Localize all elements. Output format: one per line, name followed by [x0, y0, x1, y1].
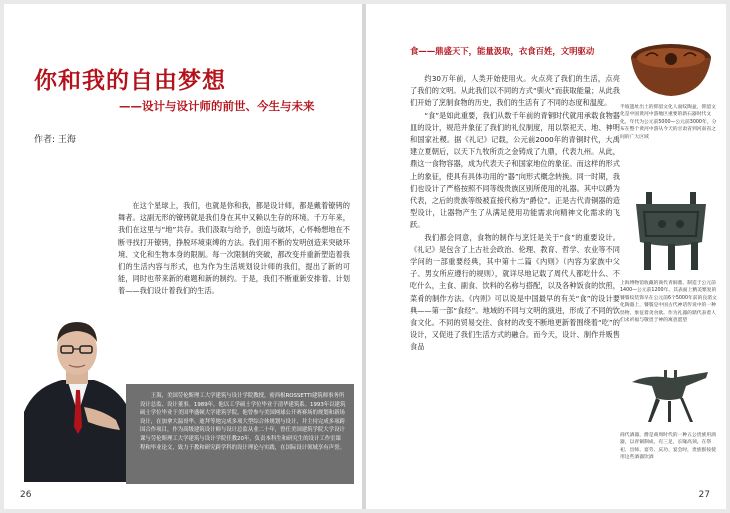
article-subtitle: ——设计与设计师的前世、今生与未来 [119, 99, 315, 113]
intro-text [118, 200, 350, 298]
author-bio-text: 王海，美国劳伦斯理工大学建筑与设计学院教授，密西根ROSSETTI建筑师事务所设计总监、设计董事。1989年，他以工学硕士学位毕业于清华建筑系。1993年以建筑硕士学位毕业于美国华盛顿大学建筑学院。他曾参与美国网球公开赛赛场的规划和新场设计，在加拿大温哥华、迪拜等地完成多项大型综合体规划与设计，并主持完成多项跨国合作项目，作为高级建筑设计师与设计总监从业二十年，曾任美国建筑学院大学设计课与劳伦斯理工大学建筑与设计学院任教20年，负责本科生和研究生的设计工作室课程和毕业论文，致力于教和研究跨学科的设计理论与实践，在国际设计领域享有声誉。 [140, 393, 346, 451]
author-portrait [24, 292, 132, 482]
bowl-caption: 半坡遗址出土的仰韶文化人面纹陶盆，仰韶文化是中国黄河中游地区重要的新石器时代文化，年代为公元前5000—公元前3000年，分布在整个黄河中游从今天的甘肃省到河南省之间的广大区域 [620, 105, 717, 140]
body-paragraph: “食”是如此重要，我们从数千年前的青铜时代就用承载食物器皿的设计，规范并象征了我们的礼仪制度，用以祭祀天、地、神明和国家社稷。据《礼记》记载，公元前2000年的青铜时代，大禹建立夏朝后，以天下九牧所贡之金铸成了九鼎，代表九州。从此，鼎这一食物容器，成为代表天子和国家地位的象征。而这样的形式上的象征，使具有具体功用的“器”向形式概念转换。同一时期，我们也设计了严格按照不同等级贵族区别所使用的礼器。其中以爵为代表，之后的贵族等级被直接代称为“爵位”。正是古代青铜器的造型设计，让器物产生了从满足使用功能需求向精神文化需求的飞跃。 [410, 110, 620, 230]
jue-caption: 商代酒器，爵是商周时代的一种五公贵族用酒器，以青铜制成，有三足，长喙高颈。在祭祀、出师、宴劳、庆功、宴会时，贵族群按使用这些酒器饮酒 [620, 433, 716, 461]
ding-caption: 上海博物馆收藏的商代青铜鼎，制造于公元前1400—公元前1200年。其表面上精美繁复的饕餮纹装饰早在公元前6个5000年前的良渚文化陶器上，饕餮是中国古代神话传说中的一种怪物，象征着贪食欲。作为礼器的鼎代表着人们求祈福与敬畏于神的寓意愿望 [620, 281, 717, 324]
right-page [366, 4, 726, 509]
author-bio [126, 384, 354, 484]
article-title: 你和我的自由梦想 [34, 68, 226, 94]
bronze-ding-image [630, 186, 712, 272]
intro-paragraph: 在这个星球上，我们，也就是你和我，都是设计师，都是戴着镣铐的舞者。这副无形的镣铐就是我们身在其中又赖以生存的环境。千万年来，我们在这里与“地”共存。我们汲取与给予，创造与破坏，心怀畅想地在不断寻找打开镣铐，挣脱环境束缚的方法。我们用不断的发明创造来突破环境、文化和生物本身的限制。每一次限制的突破，都改变并重新塑造着我们的生活内容与形式，也为作为生活规划设计师的我们，提出了新的可能，同时也带来新的难题和新的制约。于是，我们不断重新安排着、计划着——我们设计着我们的生活。 [118, 201, 350, 296]
page-number: 27 [698, 490, 710, 500]
body-paragraph: 我们都会同意，食物的制作与烹饪是关于“食”的重要设计。《礼记》是包含了上古社会政治、伦理、教育、哲学、农业等不同学问的一部重要经典，其中第十二篇《内则》（内容为家族中父子、男女所应遵行的规则），就详尽地记载了周代人都吃什么、不吃什么，主食、副食、饮料的名称与搭配，以及各种饭食的饮煎，菜肴的制作方法。《内则》可以说是中国最早的有关“食”的设计要典——第一部“食经”。地域的不同与文明的演进，形成了不同的饮食文化。不同的贸易交往、食材的改变不断地更新着围绕着“吃”的设计，又促进了我们生活方式的融合。而今天，设计、制作并贩售食品 [410, 232, 620, 352]
section-heading: 食——鼎盛天下，能量汲取，衣食百姓，文明驱动 [410, 46, 595, 56]
section-body [410, 73, 620, 354]
body-paragraph: 约30万年前，人类开始使用火。火点亮了我们的生活，点亮了我们的文明。从此我们以不同的方式“驯火”而获取能量；从此我们开始了烹制食物的历史，我们的生活有了不同的态度和温度。 [410, 74, 620, 108]
left-page [4, 4, 362, 509]
pottery-bowl-image [628, 40, 714, 100]
page-number: 26 [20, 490, 32, 500]
bronze-jue-image [628, 368, 714, 424]
author-line: 作者: 王海 [34, 135, 76, 145]
